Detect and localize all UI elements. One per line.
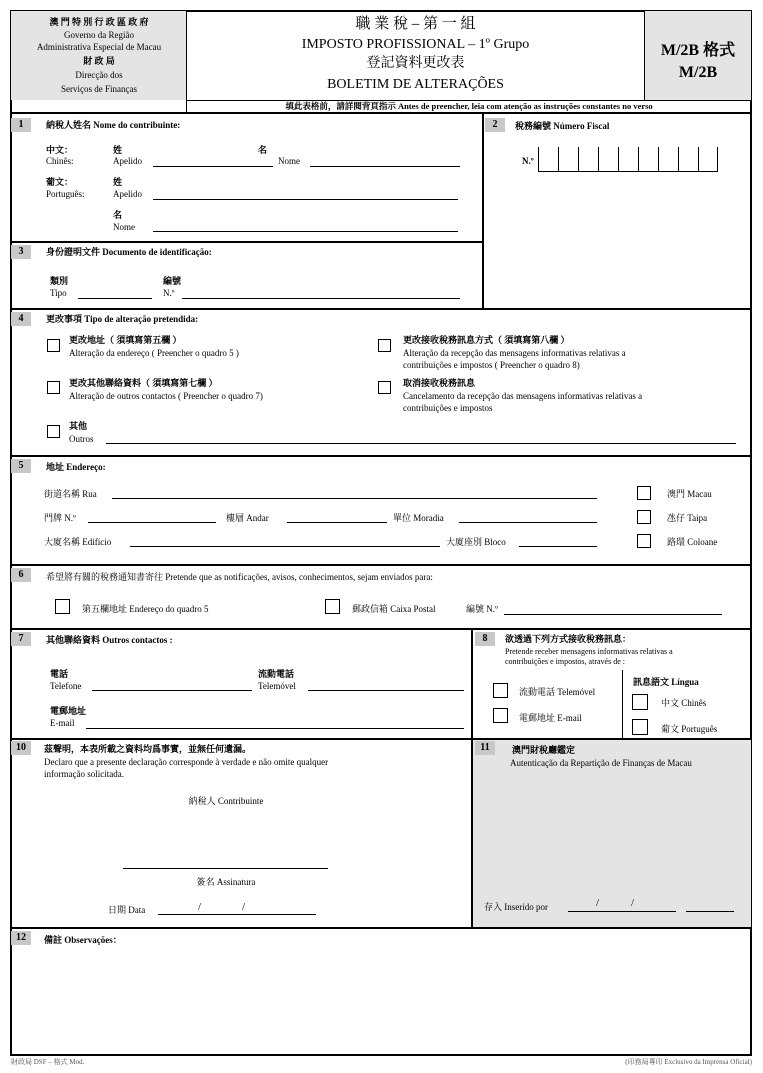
opt4-zh: 取消接收稅務訊息	[403, 378, 476, 388]
opt2-pt: Alteração de outros contactos ( Preencher o quadro 7)	[69, 391, 263, 401]
doc-type-zh: 類別	[50, 276, 69, 286]
section-number-7: 7	[11, 632, 31, 646]
email-field[interactable]	[86, 728, 464, 729]
divider	[622, 670, 623, 740]
receive-mobile-checkbox[interactable]	[493, 683, 508, 698]
gov-pt-1: Governo da Região	[64, 30, 134, 40]
opt3-pt-2: contribuições e impostos ( Preencher o quadro 8)	[403, 360, 580, 370]
quadro5-label: 第五欄地址 Endereço do quadro 5	[82, 604, 209, 614]
section-1-title: 納稅人姓名 Nome do contribuinte:	[46, 120, 181, 130]
other-pt: Outros	[69, 434, 94, 444]
tel-pt: Telefone	[50, 681, 82, 691]
title-pt: IMPOSTO PROFISSIONAL – 1º Grupo	[301, 37, 530, 52]
section-6-title: 希望將有關的稅務通知書寄往 Pretende que as notificações, avisos, conhecimentos, sejam enviados para:	[46, 572, 433, 582]
gov-zh: 澳 門 特 別 行 政 區 政 府	[49, 17, 149, 27]
macau-label: 澳門 Macau	[667, 489, 712, 499]
section-7-title: 其他聯絡資料 Outros contactos :	[46, 635, 173, 645]
portuguese-name-field[interactable]	[153, 231, 458, 232]
change-address-checkbox[interactable]	[47, 339, 60, 352]
divider	[10, 241, 483, 243]
divider	[10, 308, 752, 310]
unit-field[interactable]	[459, 522, 597, 523]
receive-email-label: 電郵地址 E-mail	[519, 713, 582, 723]
coloane-checkbox[interactable]	[637, 534, 651, 548]
chinese-surname-field[interactable]	[153, 166, 273, 167]
opt1-pt: Alteração da endereço ( Preencher o quadro 5 )	[69, 348, 239, 358]
subtitle-zh: 登記資料更改表	[366, 56, 465, 71]
name-pt-label: Nome	[278, 156, 300, 166]
cancel-reception-checkbox[interactable]	[378, 381, 391, 394]
unit-label: 單位 Moradia	[393, 513, 444, 523]
building-field[interactable]	[130, 546, 440, 547]
mobile-field[interactable]	[308, 690, 464, 691]
opt1-zh: 更改地址（ 須填寫第五欄 ）	[69, 335, 182, 345]
email-pt: E-mail	[50, 718, 75, 728]
opt3-zh: 更改接收稅務訊息方式（ 須填寫第八欄 ）	[403, 335, 570, 345]
surname-zh-label-2: 姓	[113, 177, 123, 187]
taipa-label: 氹仔 Taipa	[667, 513, 708, 523]
date-field[interactable]	[158, 914, 316, 915]
doc-number-field[interactable]	[182, 298, 460, 299]
po-box-label: 郵政信箱 Caixa Postal	[352, 604, 436, 614]
section-3-title: 身份證明文件 Documento de identificação:	[46, 247, 212, 257]
divider	[10, 927, 752, 929]
divider	[10, 564, 752, 566]
telephone-field[interactable]	[92, 690, 252, 691]
doc-no-zh: 編號	[163, 276, 182, 286]
form-code-1: M/2B 格式	[660, 42, 736, 59]
fiscal-no-label: N.º	[522, 156, 534, 166]
portuguese-label: 葡文：	[46, 177, 74, 187]
block-field[interactable]	[519, 546, 597, 547]
signature-label: 簽名 Assinatura	[196, 877, 256, 887]
inserted-by-date-field[interactable]	[568, 911, 676, 912]
chinese-label: 中文：	[46, 145, 74, 155]
section-5-title: 地址 Endereço:	[46, 462, 106, 472]
s8-desc-2: contribuições e impostos, através de :	[505, 657, 625, 666]
doc-type-field[interactable]	[78, 298, 152, 299]
section-number-4: 4	[11, 312, 31, 326]
date-slash-2: /	[242, 901, 246, 913]
dept-pt-2: Serviços de Finanças	[61, 84, 137, 94]
opt3-pt-1: Alteração da recepção das mensagens informativas relativas a	[403, 348, 626, 358]
declaration-pt-2: informação solicitada.	[44, 769, 124, 779]
divider	[10, 112, 752, 114]
divider	[186, 11, 187, 112]
street-label: 街道名稱 Rua	[44, 489, 97, 499]
other-change-checkbox[interactable]	[47, 425, 60, 438]
change-reception-checkbox[interactable]	[378, 339, 391, 352]
date-slash-1: /	[198, 901, 202, 913]
portuguese-language-label: 葡文 Português	[661, 724, 718, 734]
fiscal-number-boxes[interactable]	[538, 147, 718, 172]
mobile-pt: Telemóvel	[258, 681, 296, 691]
form-code-2: M/2B	[678, 64, 718, 81]
observations-label: 備註 Observações：	[44, 935, 122, 945]
authentication-pt: Autenticação da Repartição de Finanças de Macau	[510, 758, 692, 768]
change-contacts-checkbox[interactable]	[47, 381, 60, 394]
gov-pt-2: Administrativa Especial de Macau	[36, 42, 162, 52]
section-number-11: 11	[475, 741, 495, 755]
doc-type-pt: Tipo	[50, 288, 67, 298]
floor-field[interactable]	[287, 522, 387, 523]
email-zh: 電郵地址	[50, 706, 87, 716]
block-label: 大廈座別 Bloco	[446, 537, 506, 547]
declaration-pt-1: Declaro que a presente declaração corresponde à verdade e não omite qualquer	[44, 757, 329, 767]
door-label: 門牌 N.º	[44, 513, 76, 523]
chinese-label-pt: Chinês:	[46, 156, 74, 166]
building-label: 大廈名稱 Edifício	[44, 537, 112, 547]
title-zh: 職 業 稅 – 第 一 組	[355, 16, 476, 32]
name-zh-label-2: 名	[113, 210, 123, 220]
inserted-slash-2: /	[631, 897, 635, 909]
name-zh-label: 名	[258, 145, 268, 155]
declaration-zh: 茲聲明，本表所載之資料均爲事實，並無任何遺漏。	[44, 744, 252, 754]
macau-checkbox[interactable]	[637, 486, 651, 500]
chinese-name-field[interactable]	[310, 166, 460, 167]
inserted-by-label: 存入 Inserido por	[484, 902, 548, 912]
floor-label: 樓層 Andar	[226, 513, 269, 523]
section-number-5: 5	[11, 459, 31, 473]
surname-pt-label: Apelido	[113, 156, 142, 166]
divider	[10, 455, 752, 457]
observations-area[interactable]	[12, 950, 750, 1054]
opt4-pt-2: contribuições e impostos	[403, 403, 493, 413]
section-8-title: 欲透過下列方式接收稅務訊息：	[505, 634, 632, 644]
section-number-2: 2	[485, 118, 505, 132]
section-number-3: 3	[11, 245, 31, 259]
section-2-title: 稅務編號 Número Fiscal	[515, 121, 610, 131]
language-label: 訊息語文 Língua	[633, 677, 699, 687]
portuguese-label-pt: Português:	[46, 189, 85, 199]
section-4-title: 更改事項 Tipo de alteração pretendida:	[46, 314, 199, 324]
quadro5-address-checkbox[interactable]	[55, 599, 70, 614]
contributor-label: 納稅人 Contribuinte	[188, 796, 264, 806]
receive-email-checkbox[interactable]	[493, 708, 508, 723]
section-number-6: 6	[11, 568, 31, 582]
s8-desc-1: Pretende receber mensagens informativas relativas a	[505, 647, 673, 656]
door-field[interactable]	[88, 522, 216, 523]
section-number-10: 10	[11, 741, 31, 755]
name-pt-label-2: Nome	[113, 222, 135, 232]
authentication-zh: 澳門財稅廳鑑定	[512, 745, 576, 755]
po-box-checkbox[interactable]	[325, 599, 340, 614]
signature-field[interactable]	[123, 868, 328, 869]
section-number-1: 1	[11, 118, 31, 132]
divider	[10, 628, 752, 630]
chinese-language-label: 中文 Chinês	[661, 698, 707, 708]
instruction-text: 填此表格前，請詳閱背頁指示 Antes de preencher, leia com atenção as instruções constantes no verso	[285, 101, 653, 111]
section-number-12: 12	[11, 931, 31, 945]
footer-right: (印務局專印 Exclusivo da Imprensa Oficial)	[625, 1058, 752, 1066]
date-label: 日期 Data	[108, 905, 146, 915]
opt4-pt-1: Cancelamento da recepção das mensagens informativas relativas a	[403, 391, 643, 401]
portuguese-surname-field[interactable]	[153, 199, 458, 200]
doc-no-pt: N.º	[163, 288, 175, 298]
mobile-zh: 流動電話	[258, 669, 295, 679]
divider	[482, 113, 484, 309]
other-zh: 其他	[69, 421, 88, 431]
opt2-zh: 更改其他聯絡資料（ 須填寫第七欄 ）	[69, 378, 218, 388]
inserted-slash-1: /	[596, 897, 600, 909]
subtitle-pt: BOLETIM DE ALTERAÇÕES	[327, 77, 504, 92]
inserted-by-field[interactable]	[686, 911, 734, 912]
po-box-no-label: 編號 N.º	[466, 604, 498, 614]
footer-left: 財政局 DSF – 格式 Mod.	[11, 1058, 85, 1066]
other-field[interactable]	[106, 443, 736, 444]
chinese-language-checkbox[interactable]	[632, 694, 648, 710]
surname-pt-label-2: Apelido	[113, 189, 142, 199]
street-field[interactable]	[112, 498, 597, 499]
section-number-8: 8	[475, 632, 495, 646]
dept-zh: 財 政 局	[83, 56, 115, 66]
taipa-checkbox[interactable]	[637, 510, 651, 524]
coloane-label: 路環 Coloane	[667, 537, 718, 547]
portuguese-language-checkbox[interactable]	[632, 719, 648, 735]
tel-zh: 電話	[50, 669, 69, 679]
receive-mobile-label: 流動電話 Telemóvel	[519, 687, 596, 697]
po-box-number-field[interactable]	[504, 614, 722, 615]
dept-pt-1: Direcção dos	[75, 70, 123, 80]
surname-zh-label: 姓	[113, 145, 123, 155]
